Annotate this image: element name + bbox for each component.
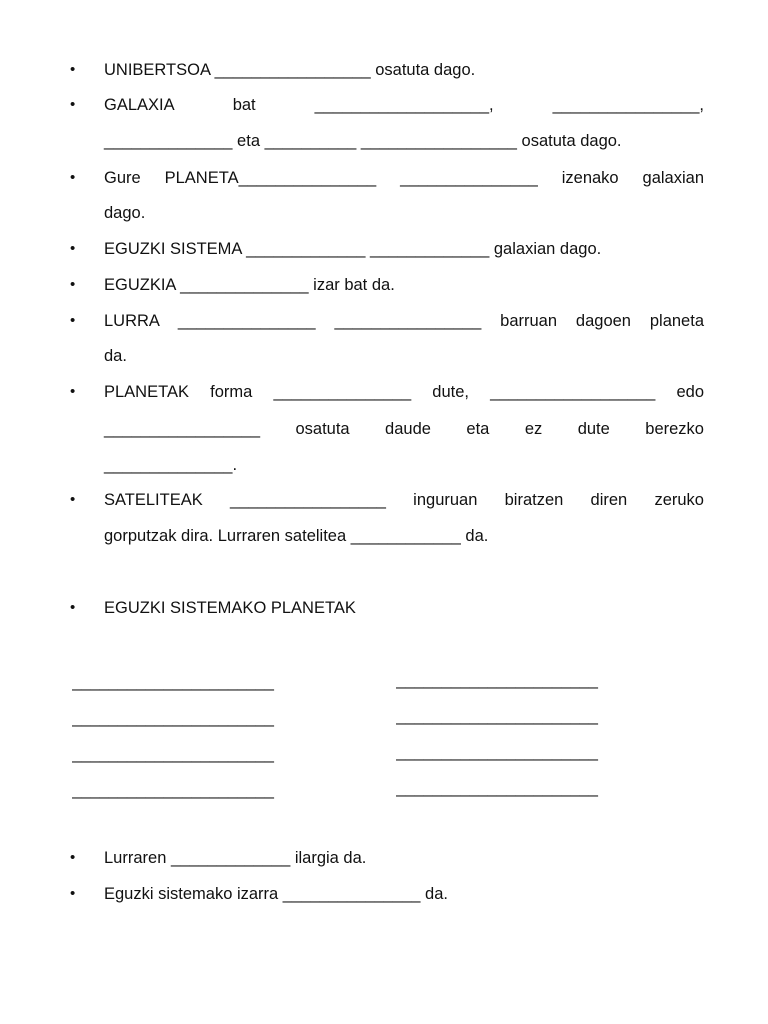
item-4-line-1: EGUZKI SISTEMA _____________ _____________ galaxian dago. <box>104 240 602 258</box>
bullet-marker: • <box>70 599 76 616</box>
planet-blank-right-2: ______________________ <box>396 707 598 725</box>
planet-blank-right-4: ______________________ <box>396 779 598 797</box>
item-7-line-1: PLANETAK forma _______________ dute, __________________ edo <box>104 383 704 401</box>
item-3-line-1: Gure PLANETA_______________ _______________ izenako galaxian <box>104 169 704 187</box>
item-7-line-3: ______________. <box>104 456 238 474</box>
planet-blank-right-1: ______________________ <box>396 671 598 689</box>
section-heading: EGUZKI SISTEMAKO PLANETAK <box>104 599 356 617</box>
planet-blank-left-2: ______________________ <box>72 709 274 727</box>
planet-blank-left-3: ______________________ <box>72 745 274 763</box>
item-2-line-2: ______________ eta __________ _________________ osatuta dago. <box>104 132 622 150</box>
bullet-marker: • <box>70 276 76 293</box>
item-2-line-1: GALAXIA bat ___________________, ________________, <box>104 96 704 114</box>
item-8-line-1: SATELITEAK _________________ inguruan biratzen diren zeruko <box>104 491 704 509</box>
planet-blank-left-1: ______________________ <box>72 673 274 691</box>
item-6-line-2: da. <box>104 347 127 365</box>
bullet-marker: • <box>70 169 76 186</box>
item-8-line-2: gorputzak dira. Lurraren satelitea ____________ da. <box>104 527 489 545</box>
bullet-marker: • <box>70 240 76 257</box>
item-5-line-1: EGUZKIA ______________ izar bat da. <box>104 276 395 294</box>
item-6-line-1: LURRA _______________ ________________ barruan dagoen planeta <box>104 312 704 330</box>
item-1-line-1: UNIBERTSOA _________________ osatuta dago. <box>104 61 476 79</box>
bullet-marker: • <box>70 491 76 508</box>
final-item-1: Lurraren _____________ ilargia da. <box>104 849 367 867</box>
item-3-line-2: dago. <box>104 204 146 222</box>
bullet-marker: • <box>70 885 76 902</box>
bullet-marker: • <box>70 383 76 400</box>
bullet-marker: • <box>70 96 76 113</box>
planet-blank-right-3: ______________________ <box>396 743 598 761</box>
item-7-line-2: _________________ osatuta daude eta ez dute berezko <box>104 420 704 438</box>
bullet-marker: • <box>70 61 76 78</box>
bullet-marker: • <box>70 312 76 329</box>
bullet-marker: • <box>70 849 76 866</box>
final-item-2: Eguzki sistemako izarra _______________ da. <box>104 885 448 903</box>
planet-blank-left-4: ______________________ <box>72 781 274 799</box>
